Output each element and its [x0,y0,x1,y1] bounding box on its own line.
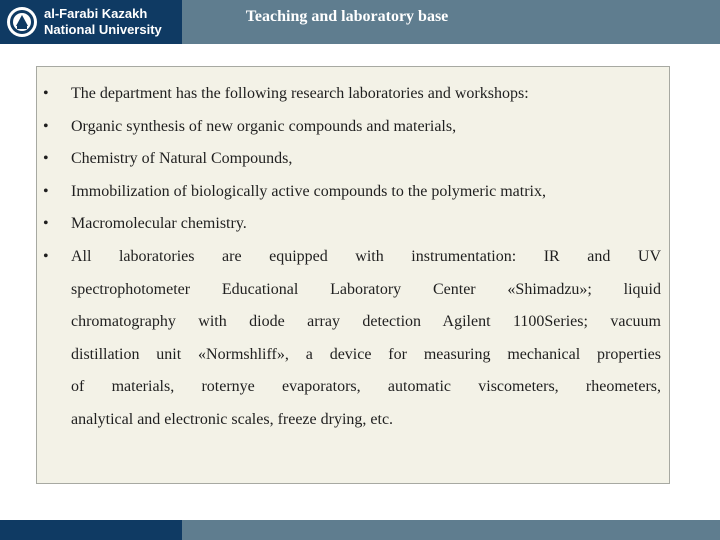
bullet-icon: • [43,248,49,265]
logo-line-2: National University [44,22,162,37]
list-item [43,183,661,201]
item-text-line: analytical and electronic scales, freeze drying, etc. [71,410,394,428]
item-text: Chemistry of Natural Compounds, [71,150,293,167]
logo-line-1: al-Farabi Kazakh [44,6,148,21]
item-text-line: All laboratories are equipped with instrumentation: IR and UV [71,248,661,265]
bullet-icon: • [43,183,49,200]
page-title: Teaching and laboratory base [245,8,449,25]
item-text-line: of materials, roternye evaporators, automatic viscometers, rheometers, [71,378,661,395]
list-item [43,215,661,233]
list-item [43,85,661,103]
list-item [43,241,661,436]
item-text-line: distillation unit «Normshliff», a device for measuring mechanical properties [71,345,661,363]
item-text: Organic synthesis of new organic compounds and materials, [71,118,457,135]
list-item [43,150,661,168]
item-text: The department has the following research laboratories and workshops: [71,85,529,102]
item-text: Immobilization of biologically active compounds to the polymeric matrix, [71,183,546,200]
list-item [43,118,661,136]
item-text-line: chromatography with diode array detection Agilent 1100Series; vacuum [71,313,661,330]
bullet-icon: • [43,215,49,232]
content-panel [36,66,670,484]
header-bar [0,0,720,44]
bullet-icon: • [43,85,49,102]
footer-bar [0,520,720,540]
bullet-icon: • [43,150,49,167]
university-logo [0,0,182,44]
bullet-icon: • [43,118,49,135]
item-text-line: spectrophotometer Educational Laboratory Center «Shimadzu»; liquid [71,280,661,298]
footer-accent [0,520,182,540]
university-emblem-icon [6,6,38,38]
item-text: Macromolecular chemistry. [71,215,247,232]
